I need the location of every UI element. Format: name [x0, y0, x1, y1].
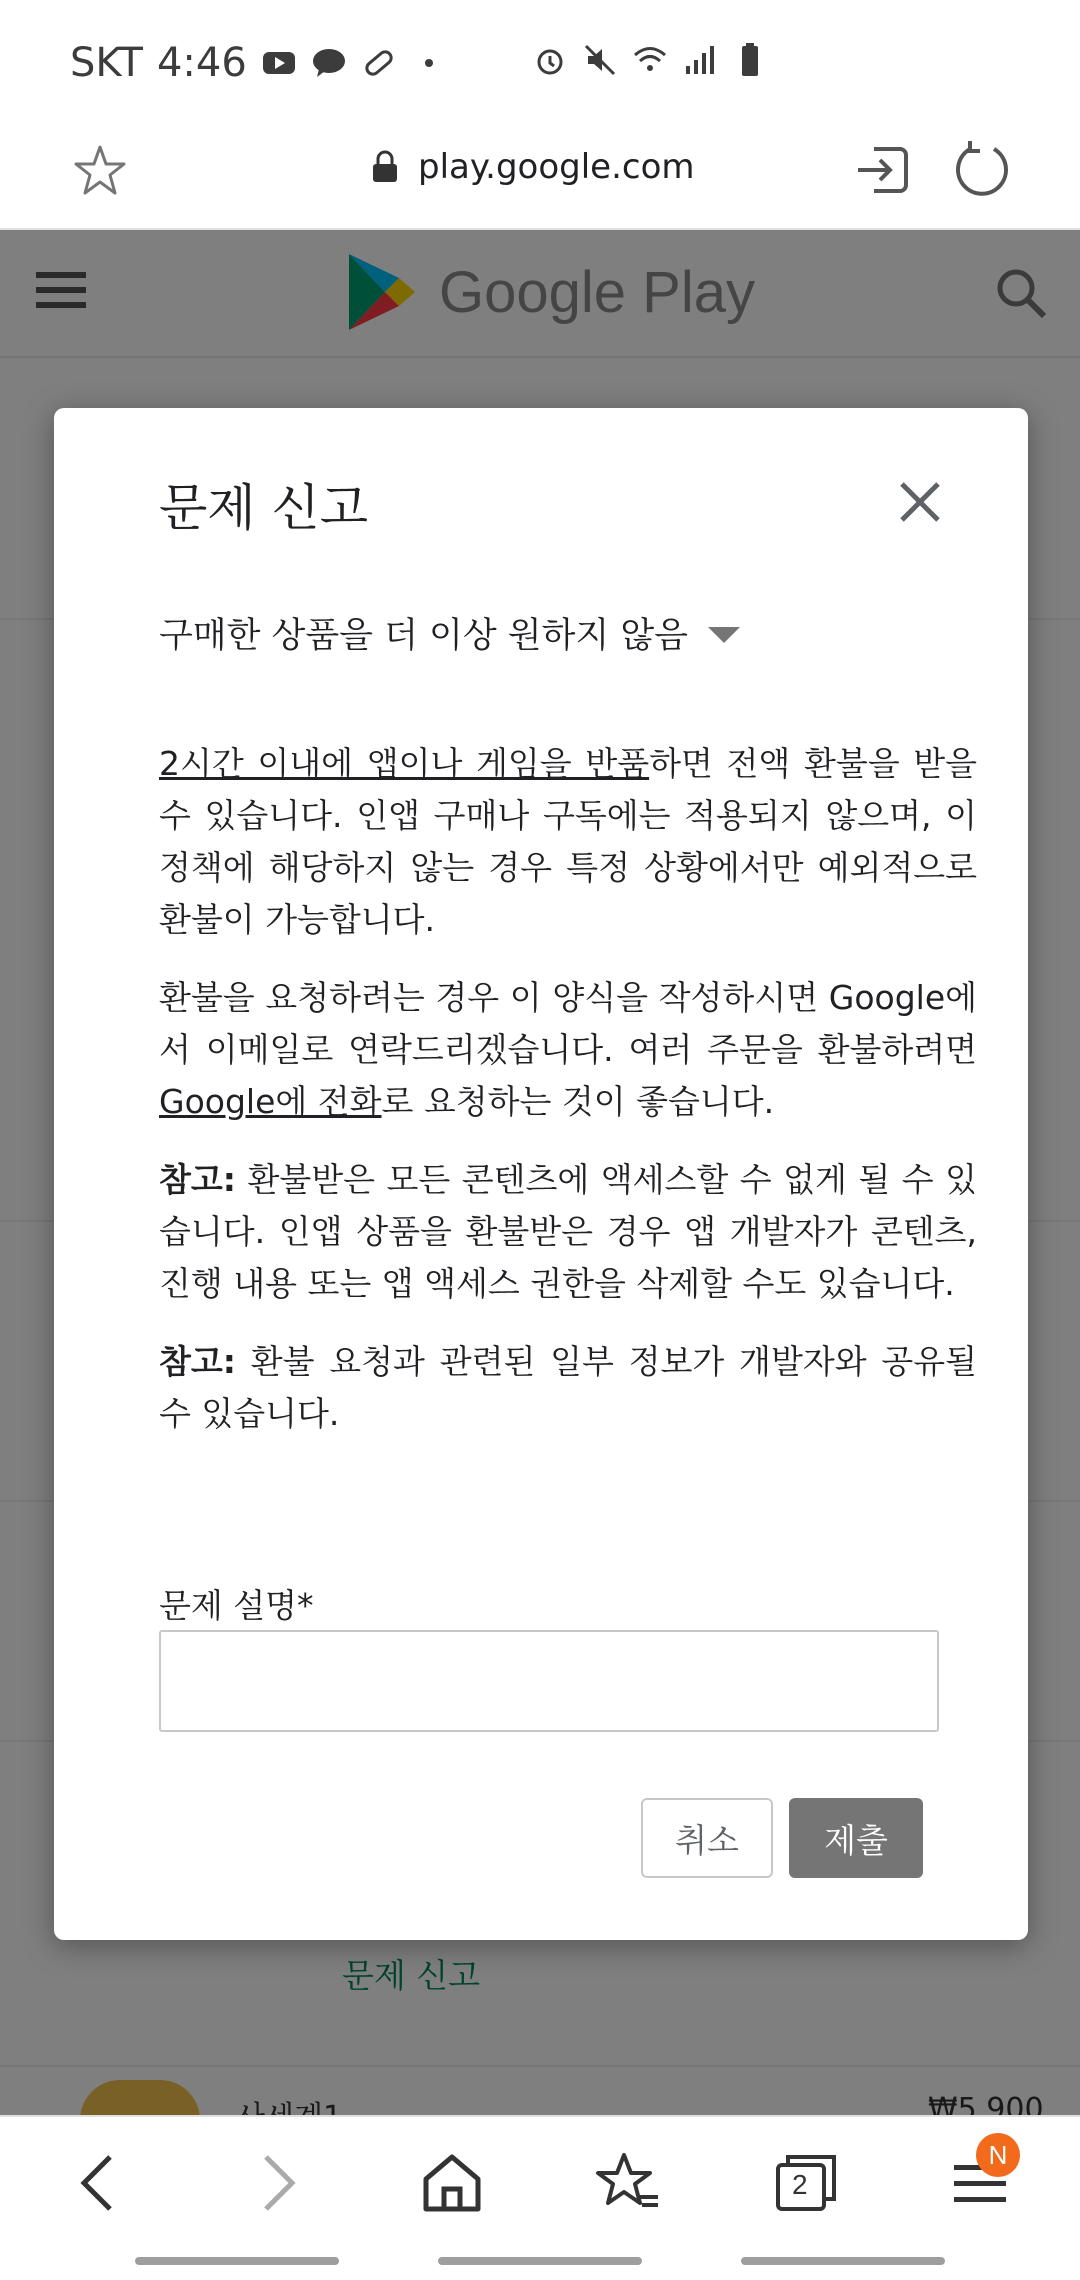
- home-icon[interactable]: [416, 2147, 488, 2219]
- open-in-app-icon[interactable]: [852, 139, 914, 201]
- tab-count: 2: [792, 2169, 808, 2200]
- url-text: play.google.com: [418, 147, 695, 187]
- cancel-button[interactable]: 취소: [641, 1798, 773, 1878]
- submit-button[interactable]: 제출: [789, 1798, 923, 1878]
- clock: 4:46: [156, 40, 247, 86]
- note-label: 참고:: [159, 1160, 236, 1199]
- url-display[interactable]: [370, 147, 695, 187]
- dialog-body: [159, 738, 977, 1466]
- back-icon[interactable]: [64, 2147, 136, 2219]
- note1-text: 환불받은 모든 콘텐츠에 액세스할 수 없게 될 수 있습니다. 인앱 상품을 환불받은 경우 앱 개발자가 콘텐츠, 진행 내용 또는 앱 액세스 권한을 삭제할 수도 있습니다.: [159, 1160, 977, 1303]
- youtube-icon: [261, 45, 297, 81]
- problem-description-label: 문제 설명*: [159, 1586, 314, 1625]
- call-google-link[interactable]: Google에 전화: [159, 1082, 382, 1121]
- new-badge: N: [976, 2133, 1020, 2177]
- close-icon[interactable]: [892, 474, 948, 530]
- refund-policy-paragraph: [159, 738, 977, 946]
- status-left: [70, 40, 447, 86]
- dialog-title: 문제 신고: [159, 479, 369, 537]
- tabs-button[interactable]: [770, 2147, 842, 2219]
- note-developer-share: [159, 1336, 977, 1440]
- dot-icon: [411, 45, 447, 81]
- battery-icon: [732, 42, 768, 78]
- reload-icon[interactable]: [950, 139, 1012, 201]
- report-problem-dialog: [54, 408, 1028, 1940]
- gesture-bar: [135, 2257, 339, 2265]
- pill-icon: [361, 45, 397, 81]
- bookmark-star-icon[interactable]: [72, 143, 128, 199]
- refund-request-paragraph: [159, 972, 977, 1128]
- alarm-icon: [532, 42, 568, 78]
- gesture-bar: [741, 2257, 945, 2265]
- browser-bottom-nav: [0, 2115, 1080, 2280]
- note-content-access: [159, 1154, 977, 1310]
- mute-icon: [582, 42, 618, 78]
- signal-icon: [682, 42, 718, 78]
- carrier-label: SKT: [70, 40, 143, 86]
- reason-dropdown[interactable]: [159, 608, 740, 658]
- bookmarks-icon[interactable]: [592, 2147, 664, 2219]
- para2-text-b: 로 요청하는 것이 좋습니다.: [381, 1082, 775, 1121]
- address-bar: [0, 125, 1080, 230]
- note-label: 참고:: [159, 1342, 236, 1381]
- wifi-icon: [632, 42, 668, 78]
- status-right: [532, 42, 768, 78]
- para2-text-a: 환불을 요청하려는 경우 이 양식을 작성하시면 Google에서 이메일로 연락드리겠습니다. 여러 주문을 환불하려면: [159, 978, 977, 1069]
- chevron-down-icon: [708, 627, 740, 643]
- reason-selected: 구매한 상품을 더 이상 원하지 않음: [159, 616, 688, 656]
- para1-text: 하면 전액 환불을 받을 수 있습니다. 인앱 구매나 구독에는 적용되지 않으며, 이 정책에 해당하지 않는 경우 특정 상황에서만 예외적으로 환불이 가능합니다.: [159, 744, 978, 939]
- lock-icon: [370, 150, 400, 184]
- forward-icon[interactable]: [240, 2147, 312, 2219]
- note2-text: 환불 요청과 관련된 일부 정보가 개발자와 공유될 수 있습니다.: [159, 1342, 977, 1433]
- status-bar: [0, 0, 1080, 125]
- talk-icon: [311, 45, 347, 81]
- problem-description-field[interactable]: [159, 1630, 939, 1732]
- return-within-2h-link[interactable]: 2시간 이내에 앱이나 게임을 반품: [159, 744, 650, 783]
- gesture-bar: [438, 2257, 642, 2265]
